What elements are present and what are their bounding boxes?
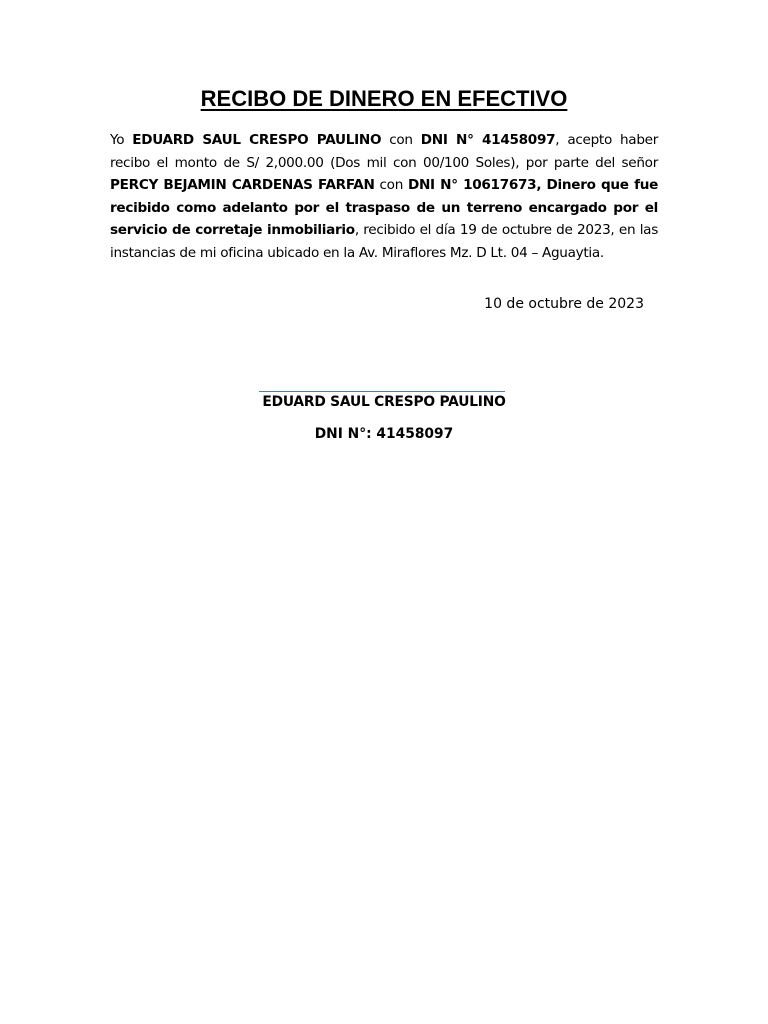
receipt-paragraph (110, 129, 658, 265)
signer-name: EDUARD SAUL CRESPO PAULINO (262, 394, 506, 410)
receiver-name: EDUARD SAUL CRESPO PAULINO (132, 132, 382, 148)
document-date: 10 de octubre de 2023 (484, 296, 644, 312)
paragraph-text-4: con (374, 177, 408, 194)
paragraph-text-1: Yo (110, 132, 133, 148)
receiver-dni: DNI N° 41458097 (420, 132, 556, 148)
document-title: RECIBO DE DINERO EN EFECTIVO (200, 86, 568, 111)
signature-line (259, 391, 505, 392)
signer-dni: DNI N°: 41458097 (314, 426, 454, 442)
paragraph-text-2: con (381, 132, 421, 148)
paragraph-text-3: , acepto haber recibo el monto de S/ 2,000.00 (Dos mil con 00/100 Soles), por parte del señor (110, 132, 658, 171)
payer-dni-and-purpose: DNI N° 10617673, Dinero que fue recibido como adelanto por el traspaso de un terreno encargado por el servicio de corretaje inmobiliario (110, 177, 658, 239)
payer-name: PERCY BEJAMIN CARDENAS FARFAN (110, 177, 375, 194)
paragraph-text-5: , recibido el día 19 de octubre de 2023, en las instancias de mi oficina ubicado en la Av. Miraflores Mz. D Lt. 04 – Aguaytia. (110, 222, 658, 261)
